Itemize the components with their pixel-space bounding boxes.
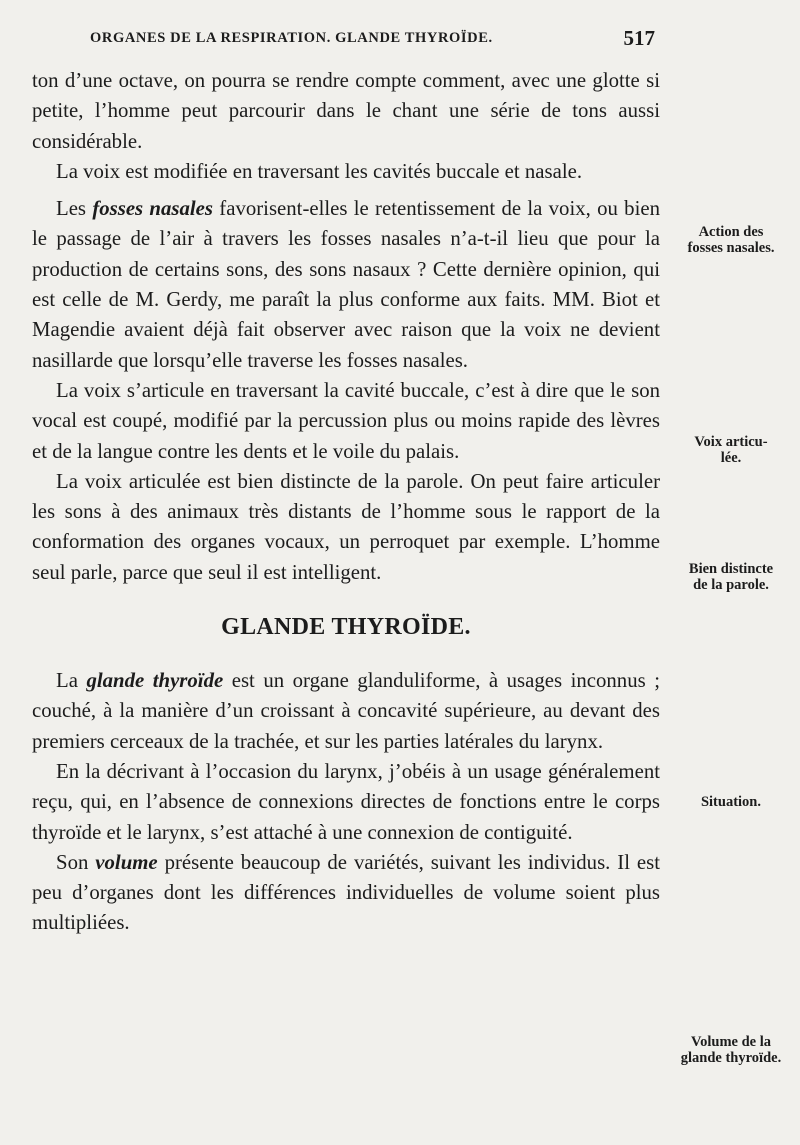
emphasis-term: volume	[95, 850, 158, 874]
paragraph: La voix s’articule en traversant la cavité buccale, c’est à dire que le son vocal est coupé, modifié par la percussion plus ou moins rapide des lèvres et de la langue contre les dents et le voile du palais.	[32, 378, 660, 463]
margin-note: Action des fosses nasales.	[687, 224, 775, 256]
section-title: GLANDE THYROÏDE.	[221, 614, 471, 641]
paragraph: La voix articulée est bien distincte de la parole. On peut faire articuler les sons à des animaux très distants de l’homme sous le rapport de la conformation des organes vocaux, un perroquet par exemple. L’homme seul parle, parce que seul il est intelligent.	[32, 469, 660, 584]
main-text	[32, 66, 660, 939]
paragraph: ton d’une octave, on pourra se rendre compte comment, avec une glotte si petite, l’homme peut parcourir dans le chant une série de tons aussi considérable.	[32, 69, 660, 153]
running-header	[90, 26, 655, 50]
emphasis-term: glande thyroïde	[86, 669, 224, 693]
running-title: ORGANES DE LA RESPIRATION. GLANDE THYROÏDE.	[90, 30, 493, 46]
paragraph: La voix est modifiée en traversant les cavités buccale et nasale.	[56, 159, 583, 183]
paragraph: En la décrivant à l’occasion du larynx, j’obéis à un usage généralement reçu, qui, en l’absence de connexions directes de fonctions entre le corps thyroïde et le larynx, s’est attaché à une connexion de contiguité.	[32, 759, 660, 844]
margin-note: Bien distincte de la parole.	[688, 561, 774, 593]
page-number: 517	[623, 26, 655, 50]
margin-note: Voix articu- lée.	[694, 434, 768, 466]
emphasis-term: fosses nasales	[92, 197, 213, 221]
paragraph: La glande thyroïde est un organe glanduliforme, à usages inconnus ; couché, à la manière d’un croissant à concavité supérieure, au devant des premiers cerceaux de la trachée, et sur les parties latérales du larynx.	[32, 669, 660, 753]
paragraph: Les fosses nasales favorisent-elles le retentissement de la voix, ou bien le passage de l’air à travers les fosses nasales n’a-t-il lieu que pour la production de certains sons, des sons nasaux ? Cette dernière opinion, qui est celle de M. Gerdy, me paraît la plus conforme aux faits. MM. Biot et Magendie avaient déjà fait observer avec raison que la voix ne devient nasillarde que lorsqu’elle traverse les fosses nasales.	[32, 197, 660, 372]
margin-note: Volume de la glande thyroïde.	[680, 1034, 782, 1066]
paragraph: Son volume présente beaucoup de variétés, suivant les individus. Il est peu d’organes dont les différences individuelles de volume soient plus multipliées.	[32, 850, 660, 935]
margin-note: Situation.	[700, 794, 762, 810]
